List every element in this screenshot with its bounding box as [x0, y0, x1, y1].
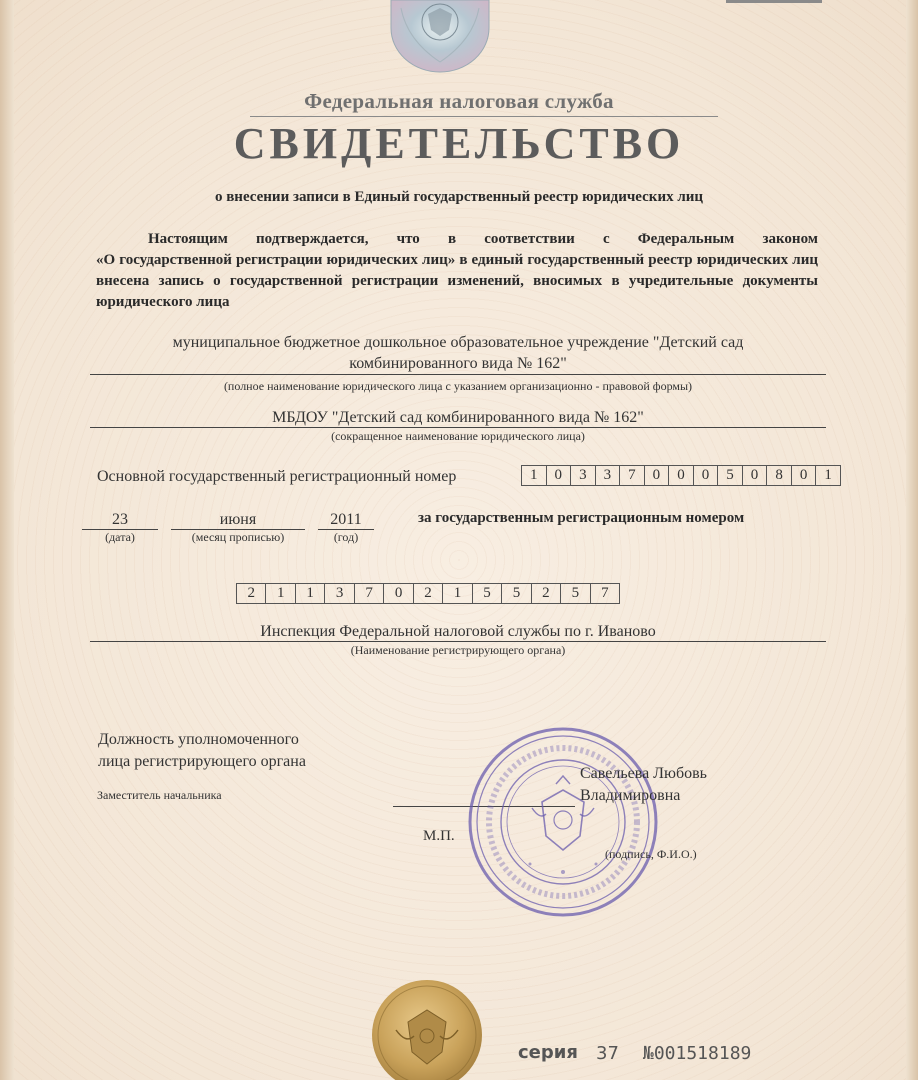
grn-digit: 5 — [560, 584, 589, 603]
date-day-field — [82, 511, 158, 545]
short-name-value: МБДОУ "Детский сад комбинированного вида № 162" — [272, 409, 644, 426]
grn-digit: 2 — [413, 584, 442, 603]
position-label — [98, 729, 306, 773]
grn-digit: 7 — [354, 584, 383, 603]
position-value: Заместитель начальника — [97, 788, 222, 802]
ogrn-digit: 7 — [619, 466, 644, 485]
authority-name: Инспекция Федеральной налоговой службы по г. Иваново — [260, 623, 656, 640]
official-seal-icon — [466, 724, 660, 920]
statement-paragraph — [96, 229, 818, 313]
ogrn-digit: 3 — [570, 466, 595, 485]
date-month-field — [171, 511, 305, 545]
series-value: 37 — [596, 1043, 619, 1064]
short-name-rule — [90, 427, 826, 428]
agency-name: Федеральная налоговая служба — [304, 89, 614, 113]
ogrn-digit: 5 — [717, 466, 742, 485]
full-name-caption: (полное наименование юридического лица с указанием организационно - правовой формы) — [223, 379, 693, 393]
gold-emblem-icon — [370, 978, 484, 1080]
grn-digit: 1 — [265, 584, 294, 603]
signer-name-line-1: Савельева Любовь — [580, 765, 707, 782]
series-label: серия — [518, 1042, 578, 1063]
position-label-line-1: Должность уполномоченного — [98, 731, 299, 748]
ogrn-digits — [521, 465, 841, 486]
grn-digit: 2 — [531, 584, 560, 603]
ogrn-digit: 0 — [693, 466, 718, 485]
grn-digit: 2 — [247, 585, 255, 601]
date-year-value: 2011 — [330, 511, 362, 528]
grn-digit: 1 — [442, 584, 471, 603]
ogrn-digit: 3 — [595, 466, 620, 485]
grn-digit: 1 — [295, 584, 324, 603]
full-name-line-1: муниципальное бюджетное дошкольное образовательное учреждение "Детский сад — [172, 334, 744, 351]
signer-name — [580, 763, 707, 807]
grn-digit: 7 — [590, 584, 619, 603]
ogrn-digit: 0 — [668, 466, 693, 485]
date-day-value: 23 — [112, 511, 128, 528]
certificate-number: №001518189 — [643, 1043, 752, 1064]
ogrn-digit: 0 — [546, 466, 571, 485]
position-label-line-2: лица регистрирующего органа — [98, 753, 306, 770]
ogrn-digit: 1 — [530, 467, 538, 483]
stamp-place-label: М.П. — [423, 828, 455, 844]
grn-label: за государственным регистрационным номером — [418, 510, 745, 526]
title-divider — [250, 116, 718, 117]
full-name-line-2: комбинированного вида № 162" — [349, 355, 567, 372]
authority-rule — [90, 641, 826, 642]
short-name-caption: (сокращенное наименование юридического лица) — [331, 429, 585, 443]
date-month-caption: (месяц прописью) — [191, 530, 285, 544]
ogrn-label: Основной государственный регистрационный номер — [97, 468, 457, 485]
hologram-emblem-icon — [387, 0, 493, 74]
grn-digit: 3 — [324, 584, 353, 603]
document-subtitle: о внесении записи в Единый государственный реестр юридических лиц — [214, 189, 704, 205]
grn-digit: 5 — [501, 584, 530, 603]
grn-digit: 5 — [472, 584, 501, 603]
document-title: СВИДЕТЕЛЬСТВО — [233, 119, 685, 168]
signature-caption: (подпись, Ф.И.О.) — [605, 847, 697, 861]
top-edge-mark — [726, 0, 822, 3]
date-year-field — [318, 511, 374, 545]
full-name-field — [90, 332, 826, 397]
ogrn-digit: 1 — [815, 466, 840, 485]
authority-field — [90, 623, 826, 658]
ogrn-digit: 8 — [766, 466, 791, 485]
ogrn-digit: 0 — [742, 466, 767, 485]
authority-caption: (Наименование регистрирующего органа) — [350, 643, 566, 657]
date-month-value: июня — [219, 511, 257, 528]
ogrn-digit: 0 — [791, 466, 816, 485]
statement-rest: «О государственной регистрации юридических лиц» в единый государственный реестр юридических лиц внесена запись о государственной регистрации изменений, вносимых в учредительные документы юридического лица — [96, 252, 818, 310]
date-day-caption: (дата) — [105, 530, 135, 544]
ogrn-digit: 0 — [644, 466, 669, 485]
signer-name-line-2: Владимировна — [580, 787, 681, 804]
date-year-caption: (год) — [333, 530, 359, 544]
statement-line-1: Настоящим подтверждается, что в соответствии с Федеральным законом — [148, 231, 818, 247]
short-name-field — [90, 409, 826, 444]
grn-digits — [236, 583, 620, 604]
grn-digit: 0 — [383, 584, 412, 603]
full-name-rule — [90, 374, 826, 375]
